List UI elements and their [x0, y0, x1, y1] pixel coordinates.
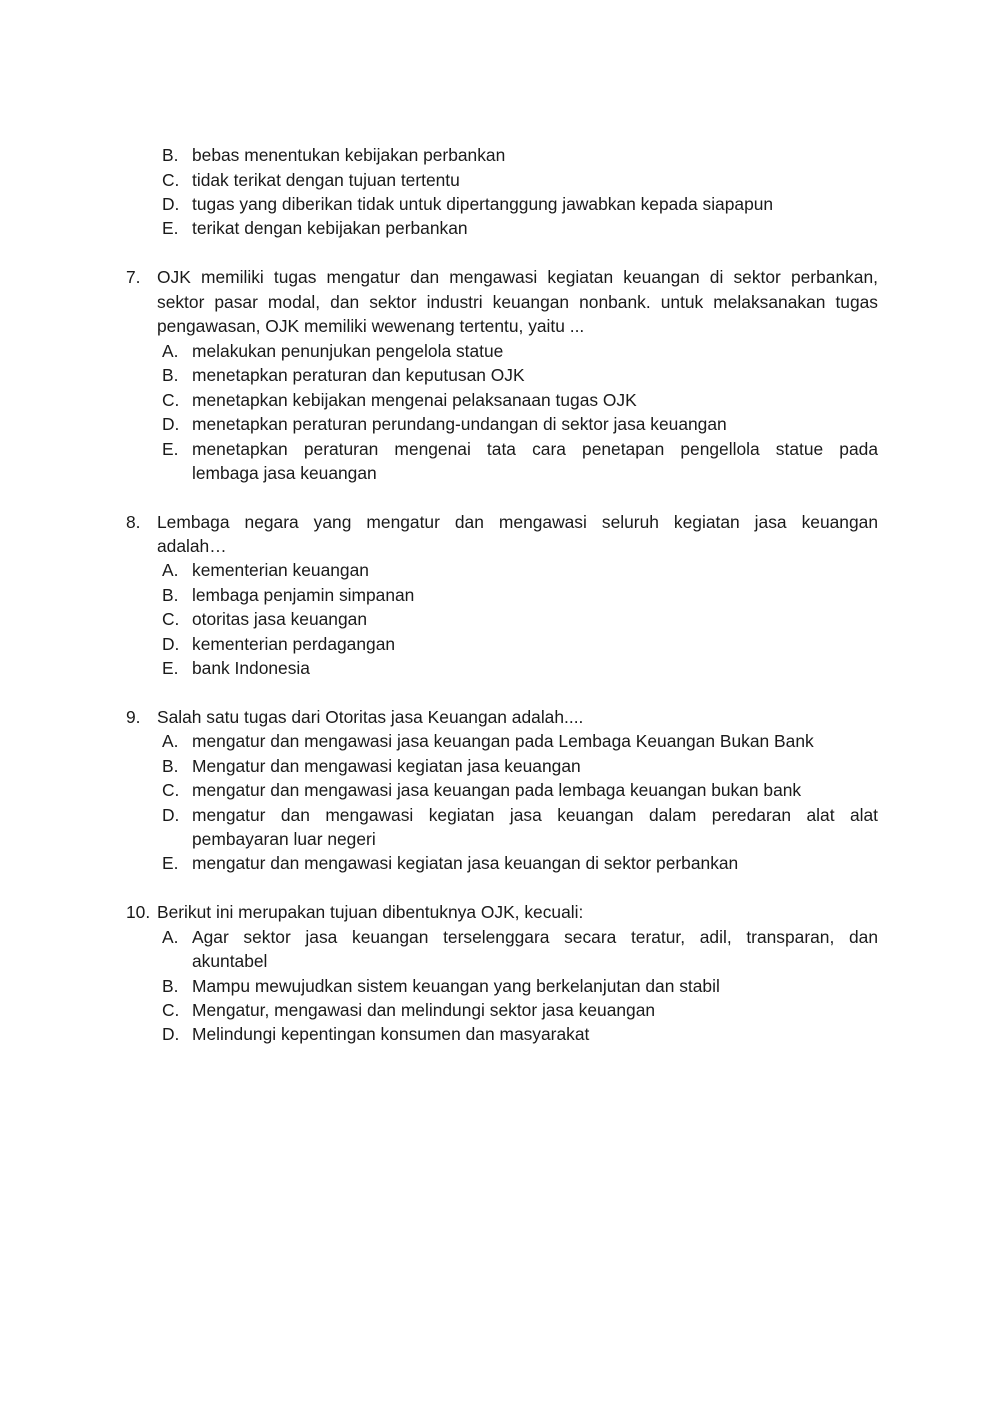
question-text-line: Berikut ini merupakan tujuan dibentuknya OJK, kecuali: [157, 902, 584, 922]
option-text: menetapkan kebijakan mengenai pelaksanaan tugas OJK [192, 390, 637, 410]
option-label: E. [162, 853, 179, 873]
option-label: C. [162, 609, 180, 629]
option-text: mengatur dan mengawasi kegiatan jasa keuangan dalam peredaran alat alat [192, 805, 878, 825]
question-number: 9. [126, 707, 141, 727]
question-text-line: Salah satu tugas dari Otoritas jasa Keuangan adalah.... [157, 707, 584, 727]
option-label: C. [162, 1000, 180, 1020]
option-text: Mampu mewujudkan sistem keuangan yang berkelanjutan dan stabil [192, 976, 720, 996]
option-text: tugas yang diberikan tidak untuk dipertanggung jawabkan kepada siapapun [192, 194, 774, 214]
option-text: menetapkan peraturan perundang-undangan di sektor jasa keuangan [192, 414, 727, 434]
question-text-line: Lembaga negara yang mengatur dan mengawasi seluruh kegiatan jasa keuangan [157, 512, 878, 532]
option-text: mengatur dan mengawasi kegiatan jasa keuangan di sektor perbankan [192, 853, 739, 873]
question-number: 8. [126, 512, 141, 532]
option-label: D. [162, 805, 180, 825]
question-text-line: pengawasan, OJK memiliki wewenang tertentu, yaitu ... [157, 316, 585, 336]
question-text-line: adalah… [157, 536, 227, 556]
option-text: akuntabel [192, 951, 268, 971]
option-text: Mengatur dan mengawasi kegiatan jasa keuangan [192, 756, 581, 776]
option-label: A. [162, 927, 179, 947]
question-number: 10. [126, 902, 151, 922]
option-text: Agar sektor jasa keuangan terselenggara secara teratur, adil, transparan, dan [192, 927, 878, 947]
option-text: Melindungi kepentingan konsumen dan masyarakat [192, 1024, 590, 1044]
option-label: C. [162, 780, 180, 800]
option-label: D. [162, 194, 180, 214]
option-label: D. [162, 1024, 180, 1044]
option-text: bebas menentukan kebijakan perbankan [192, 145, 506, 165]
question-number: 7. [126, 267, 141, 287]
option-label: D. [162, 414, 180, 434]
option-label: B. [162, 145, 179, 165]
option-text: kementerian keuangan [192, 560, 369, 580]
option-label: B. [162, 756, 179, 776]
option-text: lembaga jasa keuangan [192, 463, 377, 483]
option-label: E. [162, 218, 179, 238]
option-text: menetapkan peraturan mengenai tata cara penetapan pengellola statue pada [192, 439, 878, 459]
option-text: lembaga penjamin simpanan [192, 585, 415, 605]
option-label: C. [162, 170, 180, 190]
option-label: C. [162, 390, 180, 410]
option-label: B. [162, 585, 179, 605]
option-text: kementerian perdagangan [192, 634, 396, 654]
option-label: D. [162, 634, 180, 654]
option-text: menetapkan peraturan dan keputusan OJK [192, 365, 525, 385]
question-text-line: OJK memiliki tugas mengatur dan mengawasi kegiatan keuangan di sektor perbankan, [157, 267, 878, 287]
option-text: otoritas jasa keuangan [192, 609, 367, 629]
option-text: Mengatur, mengawasi dan melindungi sektor jasa keuangan [192, 1000, 656, 1020]
option-text: tidak terikat dengan tujuan tertentu [192, 170, 460, 190]
option-label: B. [162, 365, 179, 385]
option-text: mengatur dan mengawasi jasa keuangan pada lembaga keuangan bukan bank [192, 780, 802, 800]
option-label: B. [162, 976, 179, 996]
option-label: E. [162, 658, 179, 678]
option-label: A. [162, 560, 179, 580]
question-text-line: sektor pasar modal, dan sektor industri keuangan nonbank. untuk melaksanakan tugas [157, 292, 878, 312]
option-text: terikat dengan kebijakan perbankan [192, 218, 468, 238]
option-text: bank Indonesia [192, 658, 310, 678]
option-text: mengatur dan mengawasi jasa keuangan pada Lembaga Keuangan Bukan Bank [192, 731, 814, 751]
option-text: pembayaran luar negeri [192, 829, 376, 849]
option-label: E. [162, 439, 179, 459]
option-label: A. [162, 341, 179, 361]
option-text: melakukan penunjukan pengelola statue [192, 341, 504, 361]
option-label: A. [162, 731, 179, 751]
